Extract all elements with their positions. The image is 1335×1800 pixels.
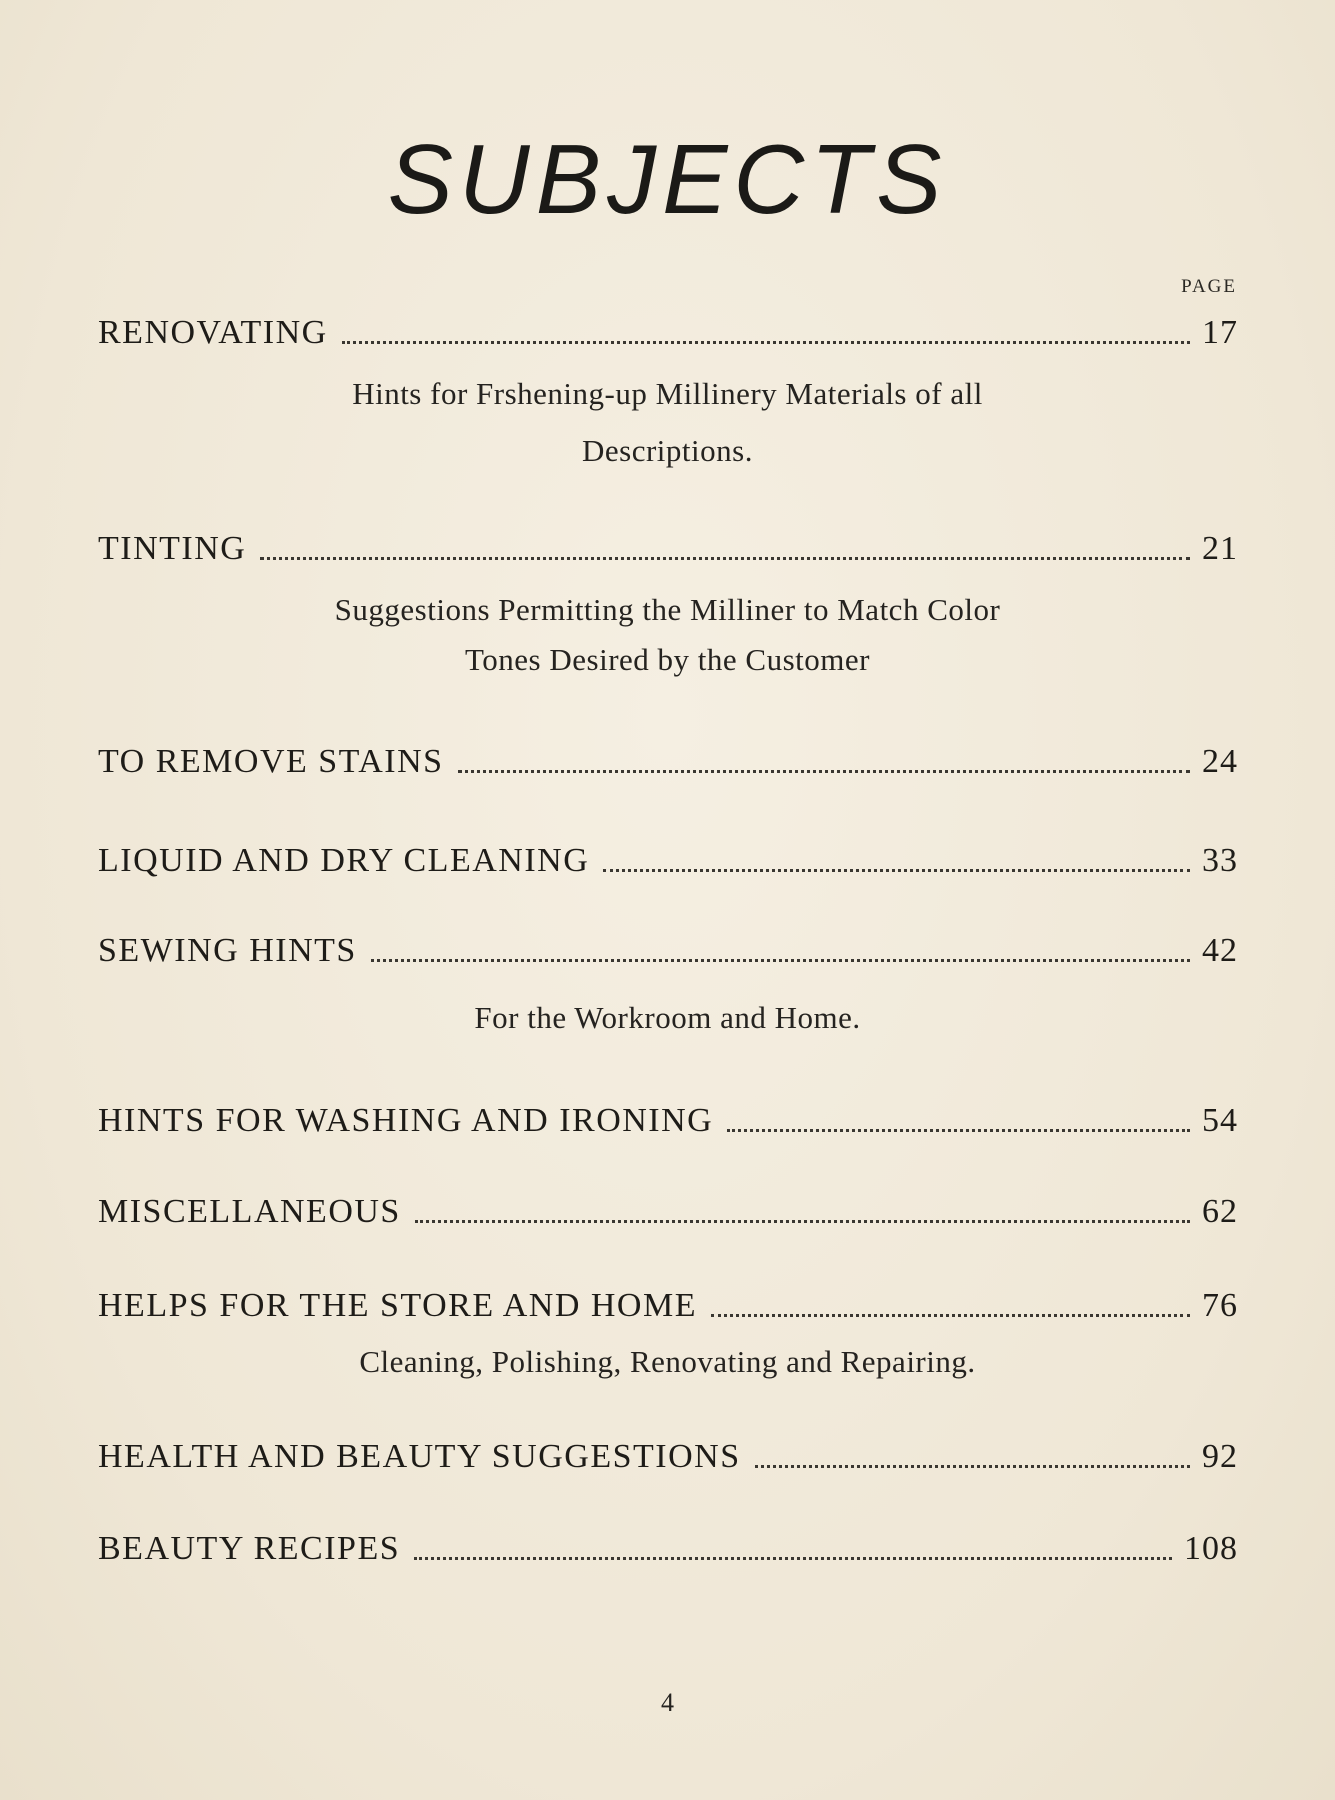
toc-entry-renovating[interactable]	[98, 304, 1238, 350]
toc-entry-title: MISCELLANEOUS	[98, 1193, 401, 1230]
toc-page-number: 21	[1202, 530, 1238, 567]
toc-page-number: 76	[1202, 1287, 1238, 1324]
toc-entry-description: Tones Desired by the Customer	[465, 642, 870, 677]
toc-page-number: 33	[1202, 842, 1238, 879]
toc-entry-title: SEWING HINTS	[98, 932, 357, 969]
toc-entry-health-and-beauty-suggestions[interactable]	[98, 1428, 1238, 1474]
toc-entry-title: HELPS FOR THE STORE AND HOME	[98, 1287, 697, 1324]
toc-entry-description: Hints for Frshening-up Millinery Materials of all	[352, 376, 983, 411]
toc-entry-title: TINTING	[98, 530, 247, 567]
dot-leader	[603, 869, 1190, 872]
toc-entry-to-remove-stains[interactable]	[98, 733, 1238, 779]
dot-leader	[727, 1129, 1190, 1132]
dot-leader	[458, 770, 1190, 773]
toc-entry-hints-for-washing-and-ironing[interactable]	[98, 1092, 1238, 1138]
toc-page-number: 54	[1202, 1102, 1238, 1139]
toc-entry-liquid-and-dry-cleaning[interactable]	[98, 832, 1238, 878]
folio-page-number: 4	[661, 1688, 674, 1717]
toc-entry-title: HINTS FOR WASHING AND IRONING	[98, 1102, 714, 1139]
dot-leader	[755, 1465, 1190, 1468]
toc-entry-beauty-recipes[interactable]	[98, 1520, 1238, 1566]
toc-page-number: 62	[1202, 1193, 1238, 1230]
toc-entry-sewing-hints[interactable]	[98, 922, 1238, 968]
toc-entry-description: For the Workroom and Home.	[474, 1000, 861, 1035]
toc-entry-title: HEALTH AND BEAUTY SUGGESTIONS	[98, 1438, 741, 1475]
dot-leader	[260, 557, 1190, 560]
toc-entry-description: Cleaning, Polishing, Renovating and Repairing.	[359, 1344, 976, 1379]
toc-entry-helps-for-the-store-and-home[interactable]	[98, 1277, 1238, 1323]
toc-entry-description: Descriptions.	[582, 433, 753, 468]
toc-page-number: 108	[1184, 1530, 1238, 1567]
toc-entry-title: BEAUTY RECIPES	[98, 1530, 401, 1567]
toc-entry-title: TO REMOVE STAINS	[98, 743, 444, 780]
toc-entry-miscellaneous[interactable]	[98, 1183, 1238, 1229]
toc-entry-description: Suggestions Permitting the Milliner to Match Color	[334, 592, 1001, 627]
dot-leader	[342, 341, 1190, 344]
toc-page-number: 24	[1202, 743, 1238, 780]
toc-entry-title: RENOVATING	[98, 314, 328, 351]
dot-leader	[711, 1314, 1190, 1317]
dot-leader	[415, 1220, 1190, 1223]
toc-entry-tinting[interactable]	[98, 520, 1238, 566]
dot-leader	[371, 959, 1190, 962]
toc-page-number: 17	[1202, 314, 1238, 351]
toc-page-number: 92	[1202, 1438, 1238, 1475]
dot-leader	[414, 1557, 1172, 1560]
toc-page-number: 42	[1202, 932, 1238, 969]
page-title: SUBJECTS	[387, 124, 948, 234]
page-column-label: PAGE	[1181, 276, 1237, 297]
toc-entry-title: LIQUID AND DRY CLEANING	[98, 842, 590, 879]
